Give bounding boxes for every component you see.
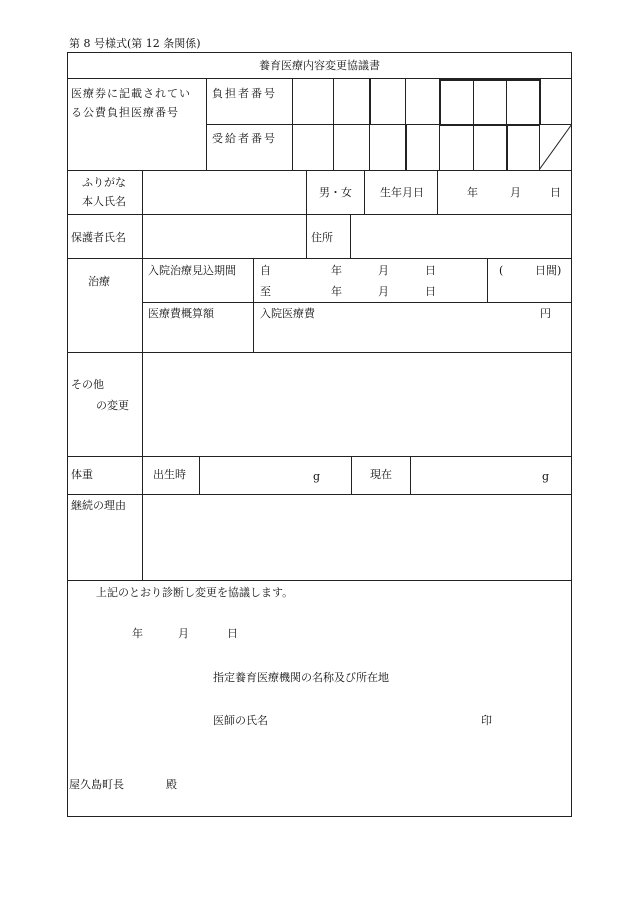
divider: [350, 214, 351, 258]
to-month: 月: [378, 285, 389, 298]
dob-label: 生年月日: [380, 186, 424, 199]
divider: [67, 580, 572, 581]
digit-box-line: [539, 79, 541, 125]
cost-estimate-label: 医療費概算額: [148, 307, 214, 320]
declaration-year: 年: [132, 627, 143, 640]
days-open-paren: (: [499, 264, 504, 277]
digit-box-line: [439, 124, 440, 170]
divider: [410, 456, 411, 494]
birth-weight-label: 出生時: [153, 468, 186, 481]
recipient-number-label: 受給者番号: [212, 132, 277, 145]
form-number: 第 8 号様式(第 12 条関係): [69, 37, 201, 50]
inpatient-cost-label: 入院医療費: [260, 307, 315, 320]
yen-unit: 円: [540, 307, 551, 320]
declaration-day: 日: [227, 627, 238, 640]
digit-box-line: [369, 79, 371, 125]
institution-label: 指定養育医療機関の名称及び所在地: [213, 671, 389, 684]
divider: [142, 302, 572, 303]
digit-box-line: [506, 124, 508, 170]
current-weight-unit: g: [542, 470, 550, 483]
divider: [292, 78, 293, 170]
divider: [142, 494, 143, 580]
divider: [142, 456, 143, 494]
digit-box-line: [506, 78, 507, 124]
divider: [351, 456, 352, 494]
from-month: 月: [378, 264, 389, 277]
from-year: 年: [331, 264, 342, 277]
seal-mark: 印: [481, 714, 492, 727]
doctor-name-label: 医師の氏名: [213, 714, 268, 727]
sex-options: 男・女: [319, 186, 352, 199]
divider: [364, 170, 365, 214]
digit-box-line: [439, 79, 540, 81]
declaration-statement: 上記のとおり診断し変更を協議します。: [96, 586, 294, 599]
digit-box-line: [369, 124, 370, 170]
dob-year: 年: [467, 186, 478, 199]
declaration-month: 月: [178, 627, 189, 640]
addressee: 屋久島町長: [69, 778, 124, 791]
to-day: 日: [425, 285, 436, 298]
divider: [253, 258, 254, 352]
digit-box-line: [333, 78, 334, 170]
digit-box-line: [405, 124, 407, 170]
furigana-label: ふりがな: [82, 176, 126, 189]
divider: [142, 170, 143, 352]
period-from: 自: [260, 264, 271, 277]
form-title: 養育医療内容変更協議書: [259, 59, 380, 72]
medical-card-label-line2: る公費負担医療番号: [71, 106, 179, 119]
period-label: 入院治療見込期間: [148, 264, 236, 277]
other-changes-label-line2: の変更: [96, 399, 129, 412]
other-changes-label-line1: その他: [71, 378, 104, 391]
dob-month: 月: [510, 186, 521, 199]
to-year: 年: [331, 285, 342, 298]
days-count-label: 日間): [535, 264, 562, 277]
weight-label: 体重: [71, 468, 93, 481]
digit-box-line: [439, 124, 540, 126]
patient-name-label: 本人氏名: [82, 195, 126, 208]
treatment-label: 治療: [88, 275, 110, 288]
from-day: 日: [425, 264, 436, 277]
divider: [142, 352, 143, 456]
digit-box-line: [439, 79, 441, 125]
period-to: 至: [260, 285, 271, 298]
divider: [67, 214, 572, 215]
divider: [67, 258, 572, 259]
medical-card-label-line1: 医療券に記載されてい: [71, 87, 191, 100]
divider: [487, 258, 488, 302]
current-weight-label: 現在: [370, 468, 392, 481]
guardian-name-label: 保護者氏名: [71, 231, 126, 244]
honorific: 殿: [166, 778, 177, 791]
divider: [199, 456, 200, 494]
birth-weight-unit: g: [313, 470, 321, 483]
address-label: 住所: [311, 231, 333, 244]
digit-box-line: [405, 78, 406, 124]
continuation-reason-label: 継続の理由: [71, 499, 126, 512]
dob-day: 日: [550, 186, 561, 199]
divider: [437, 170, 438, 214]
diagonal-slash: [539, 124, 572, 170]
payer-number-label: 負担者番号: [212, 87, 277, 100]
